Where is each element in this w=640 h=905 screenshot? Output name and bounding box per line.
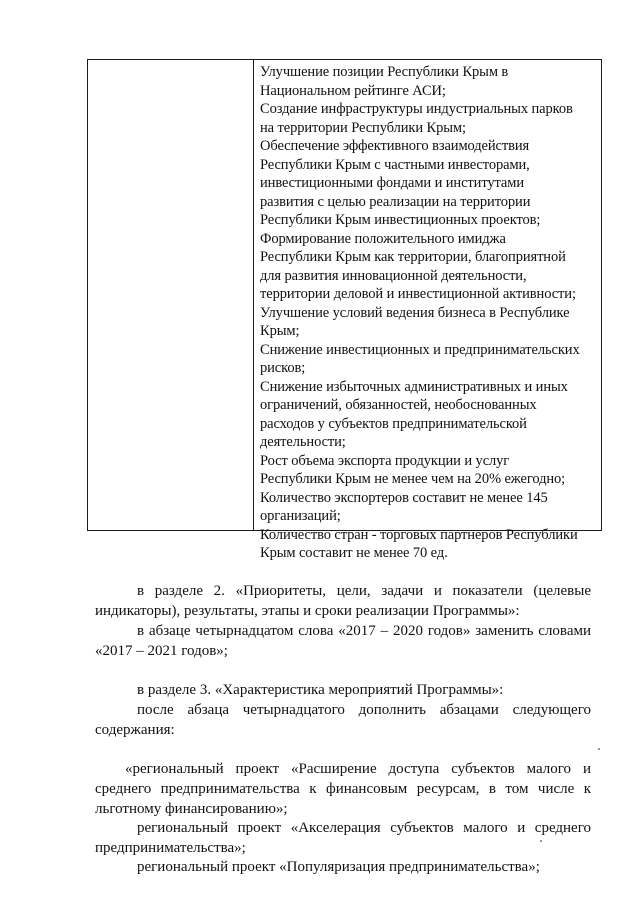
table-cell-line: Формирование положительного имиджа (260, 230, 506, 247)
table-cell-line: Улучшение условий ведения бизнеса в Республике (260, 304, 570, 321)
table-cell-line: Количество экспортеров составит не менее 145 (260, 489, 548, 506)
table-cell-line: расходов у субъектов предпринимательской (260, 415, 527, 432)
table-cell-line: территории деловой и инвестиционной активности; (260, 286, 576, 302)
indicators-table (87, 59, 602, 561)
paragraph-line: льготному финансированию»; (95, 801, 288, 817)
table-cell-line: Крым составит не менее 70 ед. (260, 545, 448, 561)
table-cell-line: развития с целью реализации на территории (260, 193, 531, 210)
table-cell-line: Республики Крым с частными инвесторами, (260, 156, 530, 173)
table-cell-line: деятельности; (260, 434, 346, 450)
scan-speck (540, 840, 542, 842)
paragraph-line: индикаторы), результаты, этапы и сроки реализации Программы»: (95, 603, 520, 619)
paragraph-line: после абзаца четырнадцатого дополнить абзацами следующего (137, 702, 591, 718)
table-cell-line: организаций; (260, 508, 341, 524)
table-cell-line: Национальном рейтинге АСИ; (260, 82, 446, 99)
paragraph-section-2 (95, 581, 591, 621)
table-cell-line: Создание инфраструктуры индустриальных парков (260, 101, 573, 117)
table-cell-line: инвестиционными фондами и институтами (260, 175, 524, 191)
paragraph-amend-years (95, 621, 591, 661)
paragraph-line: в абзаце четырнадцатом слова «2017 – 2020 годов» заменить словами (137, 623, 591, 639)
table-cell-line: Обеспечение эффективного взаимодействия (260, 138, 530, 154)
table-cell-line: рисков; (260, 360, 306, 376)
paragraph-line: региональный проект «Популяризация предпринимательства»; (137, 859, 540, 875)
table-cell-line: Рост объема экспорта продукции и услуг (260, 452, 510, 469)
table-cell-line: Республики Крым не менее чем на 20% ежегодно; (260, 471, 566, 487)
table-cell-line: Улучшение позиции Республики Крым в (260, 64, 509, 80)
table-cell-line: для развития инновационной деятельности, (260, 267, 527, 284)
table-cell-line: на территории Республики Крым; (260, 119, 466, 136)
quote-regional-project-finance (95, 759, 591, 819)
paragraph-line: среднего предпринимательства к финансовым ресурсам, в том числе к (95, 781, 591, 797)
paragraph-line: содержания: (95, 722, 175, 738)
table-cell-line: Снижение инвестиционных и предпринимательских (260, 341, 580, 358)
table-cell-line: ограничений, обязанностей, необоснованных (260, 397, 537, 413)
paragraph-line: в разделе 3. «Характеристика мероприятий Программы»: (137, 682, 504, 698)
table-cell-line: Количество стран - торговых партнеров Республики (260, 526, 578, 543)
quote-regional-project-acceleration (95, 818, 591, 858)
table-cell-line: Республики Крым как территории, благоприятной (260, 249, 566, 265)
paragraph-line: региональный проект «Акселерация субъектов малого и среднего (137, 820, 591, 836)
paragraph-line: «2017 – 2021 годов»; (95, 643, 228, 659)
table-cell-line: Крым; (260, 323, 300, 339)
paragraph-line: предпринимательства»; (95, 840, 246, 856)
table-column-divider (253, 60, 254, 530)
table-cell-line: Республики Крым инвестиционных проектов; (260, 212, 541, 228)
paragraph-section-3 (137, 680, 591, 700)
paragraph-add-paragraphs (95, 700, 591, 740)
scan-speck (598, 748, 600, 750)
paragraph-line: «региональный проект «Расширение доступа субъектов малого и (125, 761, 591, 777)
paragraph-line: в разделе 2. «Приоритеты, цели, задачи и показатели (целевые (137, 583, 591, 599)
quote-regional-project-popularization (137, 857, 591, 877)
table-right-cell (260, 63, 600, 563)
table-cell-line: Снижение избыточных административных и иных (260, 378, 568, 395)
